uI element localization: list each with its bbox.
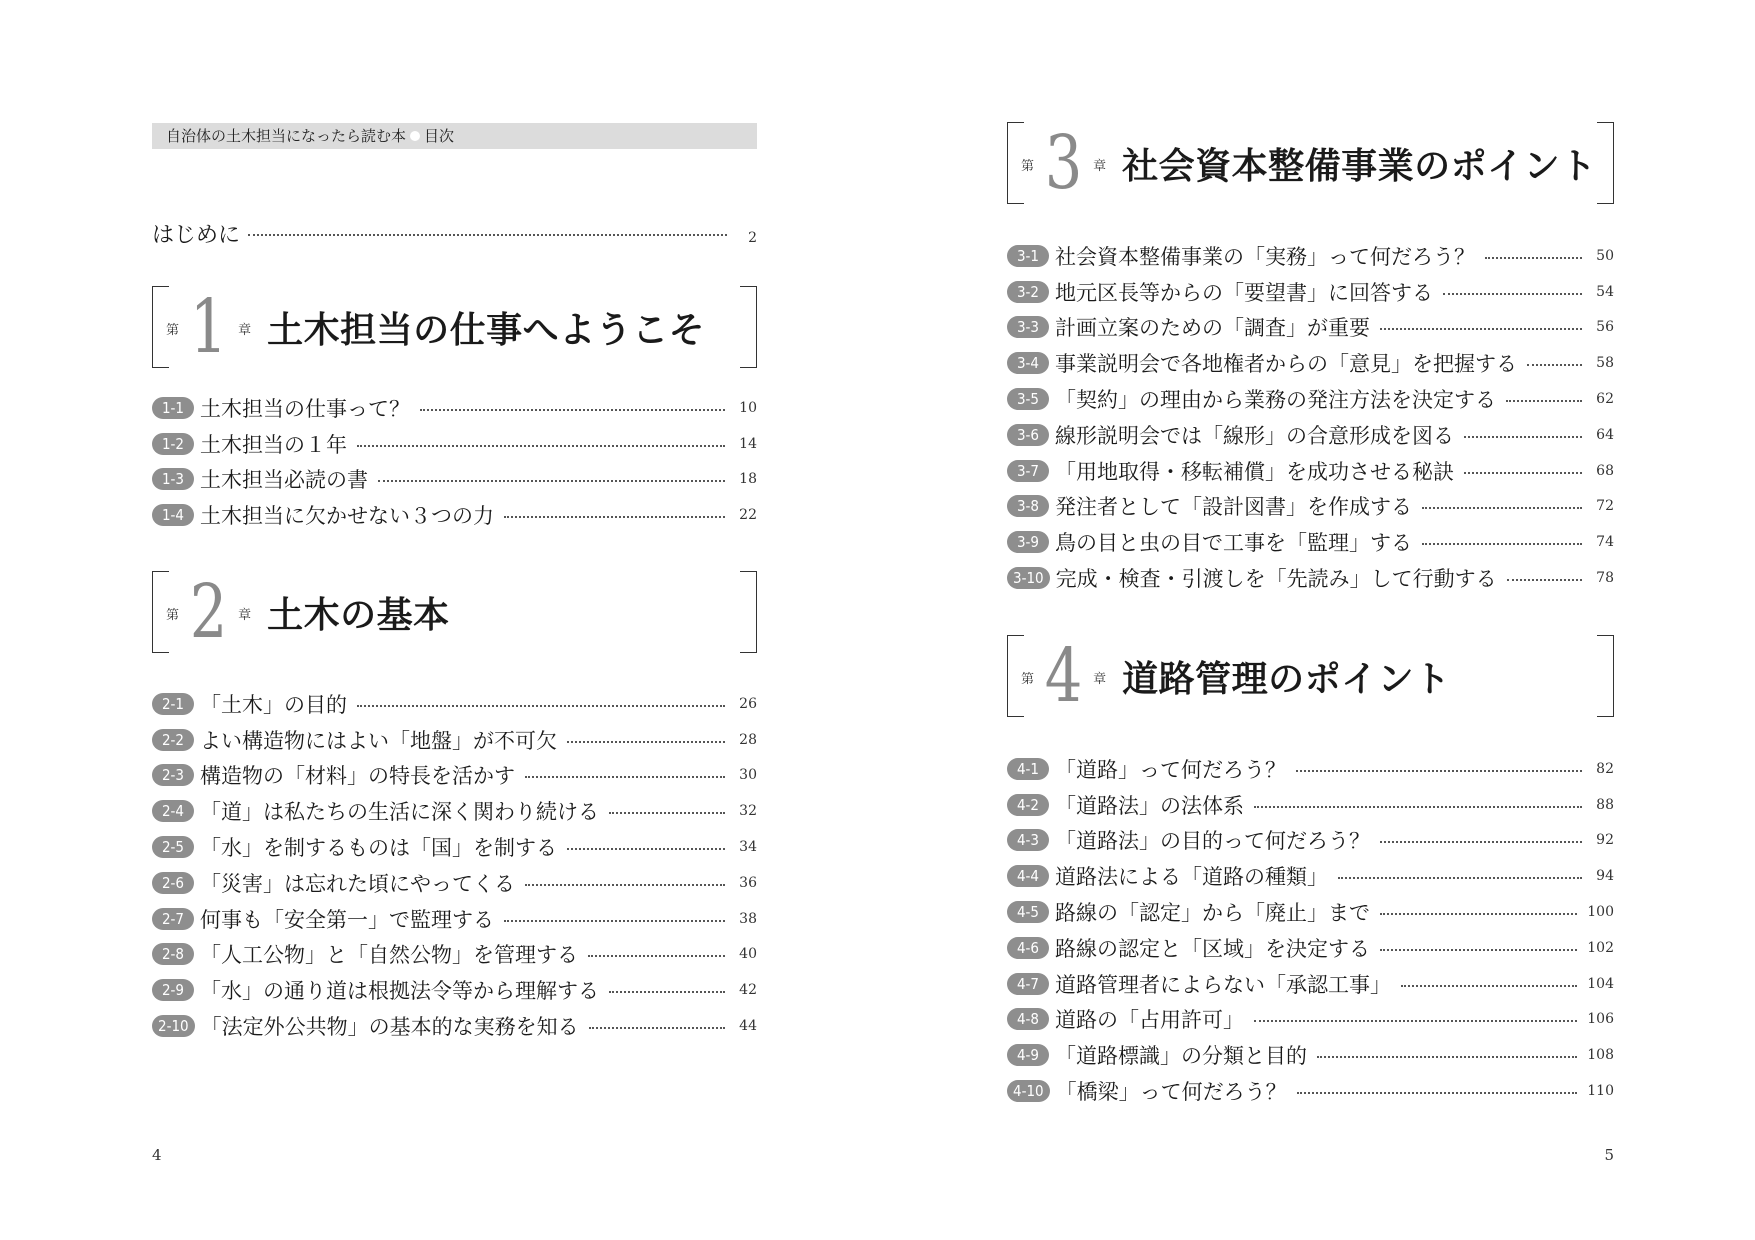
- toc-entry[interactable]: [152, 497, 757, 533]
- section-title: 地元区長等からの「要望書」に回答する: [1055, 280, 1433, 305]
- chapter-suffix: 章: [1093, 671, 1107, 687]
- section-number-badge: 3-8: [1007, 495, 1049, 517]
- section-title: 土木担当の仕事って？: [200, 396, 410, 421]
- section-title: 「橋梁」って何だろう？: [1055, 1080, 1287, 1105]
- toc-entry[interactable]: [1007, 787, 1614, 823]
- section-title: 鳥の目と虫の目で工事を「監理」する: [1055, 531, 1412, 556]
- section-number-badge: 3-7: [1007, 460, 1049, 482]
- toc-entry[interactable]: [1007, 524, 1614, 560]
- section-title: 「用地取得・移転補償」を成功させる秘訣: [1055, 459, 1454, 484]
- page-number: 82: [1596, 760, 1614, 777]
- page-number: 30: [739, 767, 757, 784]
- page-number: 72: [1596, 498, 1614, 515]
- dot-leader: [1254, 1020, 1577, 1022]
- dot-leader: [1380, 949, 1577, 951]
- toc-entry[interactable]: [1007, 489, 1614, 525]
- section-title: 「道路」って何だろう？: [1055, 757, 1286, 782]
- section-title: 「道路標識」の分類と目的: [1055, 1044, 1307, 1069]
- page-number: 74: [1596, 534, 1614, 551]
- page-number: 88: [1596, 796, 1614, 813]
- page-number: 110: [1587, 1083, 1614, 1100]
- dot-leader: [1464, 472, 1582, 474]
- page-number: 40: [739, 946, 757, 963]
- chapter-title: 土木担当の仕事へようこそ: [267, 309, 706, 351]
- dot-leader: [525, 776, 725, 778]
- section-number-badge: 2-6: [152, 872, 194, 894]
- dot-leader: [1380, 328, 1582, 330]
- chapter-2-entries: [152, 686, 757, 1044]
- toc-entry[interactable]: [1007, 310, 1614, 346]
- dot-leader: [378, 480, 725, 482]
- page-number: 38: [739, 910, 757, 927]
- chapter-prefix: 第: [1021, 158, 1035, 174]
- page-folio-left: 4: [152, 1146, 162, 1164]
- dot-leader: [567, 741, 725, 743]
- dot-leader: [525, 884, 725, 886]
- section-number-badge: 4-4: [1007, 865, 1049, 887]
- dot-leader: [1422, 507, 1582, 509]
- page-number: 92: [1596, 832, 1614, 849]
- section-title: 発注者として「設計図書」を作成する: [1055, 495, 1412, 520]
- running-head-subtitle: 目次: [424, 127, 455, 145]
- running-head: [152, 123, 757, 149]
- toc-entry[interactable]: [152, 686, 757, 722]
- section-number-badge: 2-1: [152, 693, 194, 715]
- dot-leader: [1380, 913, 1577, 915]
- chapter-number: 2: [189, 569, 228, 655]
- chapter-number: 1: [189, 284, 228, 370]
- section-number-badge: 2-7: [152, 908, 194, 930]
- page-number: 94: [1596, 868, 1614, 885]
- dot-leader: [504, 920, 725, 922]
- toc-entry[interactable]: [1007, 345, 1614, 381]
- section-number-badge: 1-2: [152, 433, 194, 455]
- chapter-heading-4: [1007, 635, 1614, 717]
- section-number-badge: 4-8: [1007, 1008, 1049, 1030]
- chapter-suffix: 章: [238, 607, 252, 623]
- page-number: 34: [739, 839, 757, 856]
- section-title: 路線の認定と「区域」を決定する: [1055, 936, 1370, 961]
- section-number-badge: 3-4: [1007, 352, 1049, 374]
- dot-leader: [1317, 1056, 1577, 1058]
- page-number: 106: [1587, 1011, 1614, 1028]
- chapter-prefix: 第: [1021, 671, 1035, 687]
- section-number-badge: 2-5: [152, 836, 194, 858]
- section-number-badge: 2-3: [152, 764, 194, 786]
- dot-leader: [589, 1027, 725, 1029]
- chapter-title: 社会資本整備事業のポイント: [1122, 145, 1597, 187]
- chapter-heading-3: [1007, 122, 1614, 204]
- chapter-1-entries: [152, 390, 757, 533]
- dot-leader: [420, 409, 725, 411]
- chapter-suffix: 章: [238, 322, 252, 338]
- section-title: よい構造物にはよい「地盤」が不可欠: [200, 728, 557, 753]
- chapter-3-entries: [1007, 238, 1614, 596]
- section-number-badge: 4-3: [1007, 829, 1049, 851]
- dot-leader: [1338, 877, 1582, 879]
- left-page: [152, 0, 757, 1240]
- section-title: 「契約」の理由から業務の発注方法を決定する: [1055, 388, 1496, 413]
- section-number-badge: 4-7: [1007, 973, 1049, 995]
- toc-entry[interactable]: [1007, 966, 1614, 1002]
- intro-page: 2: [748, 230, 757, 246]
- section-number-badge: 3-10: [1007, 567, 1050, 589]
- page-number: 54: [1596, 283, 1614, 300]
- section-title: 計画立案のための「調査」が重要: [1055, 316, 1370, 341]
- section-number-badge: 3-6: [1007, 424, 1049, 446]
- dot-leader: [357, 445, 725, 447]
- section-number-badge: 2-9: [152, 979, 194, 1001]
- toc-entry[interactable]: [152, 937, 757, 973]
- toc-entry[interactable]: [152, 1008, 757, 1044]
- page-number: 10: [739, 399, 757, 416]
- dot-leader: [1296, 770, 1582, 772]
- section-number-badge: 4-10: [1007, 1080, 1050, 1102]
- section-number-badge: 4-6: [1007, 937, 1049, 959]
- section-number-badge: 1-1: [152, 397, 194, 419]
- chapter-title: 土木の基本: [267, 594, 450, 636]
- page-number: 42: [739, 982, 757, 999]
- toc-entry[interactable]: [1007, 751, 1614, 787]
- dot-leader: [1380, 841, 1582, 843]
- dot-leader: [1506, 400, 1582, 402]
- section-title: 「法定外公共物」の基本的な実務を知る: [200, 1015, 579, 1040]
- toc-entry[interactable]: [1007, 274, 1614, 310]
- page-number: 44: [739, 1018, 757, 1035]
- page-number: 56: [1596, 319, 1614, 336]
- bracket-right: [740, 286, 757, 368]
- chapter-4-entries: [1007, 751, 1614, 1109]
- section-title: 道路管理者によらない「承認工事」: [1055, 972, 1391, 997]
- section-title: 「水」を制するものは「国」を制する: [200, 836, 557, 861]
- section-number-badge: 4-9: [1007, 1044, 1049, 1066]
- dot-leader: [504, 516, 725, 518]
- section-number-badge: 1-3: [152, 468, 194, 490]
- page-folio-right: 5: [1604, 1146, 1614, 1164]
- bullet-icon: [410, 131, 420, 141]
- section-number-badge: 2-4: [152, 800, 194, 822]
- section-number-badge: 3-9: [1007, 531, 1049, 553]
- toc-entry[interactable]: [152, 426, 757, 462]
- toc-entry[interactable]: [152, 390, 757, 426]
- toc-intro-entry[interactable]: [152, 218, 757, 249]
- chapter-heading-1: [152, 286, 757, 368]
- page-number: 100: [1587, 904, 1614, 921]
- dot-leader: [1297, 1092, 1578, 1094]
- section-title: 土木担当の１年: [200, 432, 347, 457]
- chapter-prefix: 第: [166, 322, 180, 338]
- page-number: 62: [1596, 391, 1614, 408]
- intro-label: はじめに: [152, 223, 241, 248]
- page-number: 50: [1596, 247, 1614, 264]
- bracket-right: [740, 571, 757, 653]
- bracket-right: [1597, 122, 1614, 204]
- section-title: 「道路法」の目的って何だろう？: [1055, 829, 1370, 854]
- toc-entry[interactable]: [152, 722, 757, 758]
- section-number-badge: 4-2: [1007, 794, 1049, 816]
- dot-leader: [1485, 257, 1582, 259]
- dot-leader: [567, 848, 725, 850]
- chapter-prefix: 第: [166, 607, 180, 623]
- dot-leader: [1422, 543, 1582, 545]
- toc-entry[interactable]: [1007, 453, 1614, 489]
- section-title: 「道」は私たちの生活に深く関わり続ける: [200, 800, 599, 825]
- section-number-badge: 3-5: [1007, 388, 1049, 410]
- toc-entry[interactable]: [1007, 930, 1614, 966]
- page-number: 32: [739, 803, 757, 820]
- dot-leader: [609, 812, 725, 814]
- page-number: 108: [1587, 1047, 1614, 1064]
- toc-entry[interactable]: [1007, 417, 1614, 453]
- section-title: 完成・検査・引渡しを「先読み」して行動する: [1055, 567, 1497, 592]
- toc-entry[interactable]: [152, 758, 757, 794]
- right-page: [1007, 0, 1614, 1240]
- dot-leader: [1464, 436, 1582, 438]
- section-number-badge: 4-5: [1007, 901, 1049, 923]
- section-title: 事業説明会で各地権者からの「意見」を把握する: [1055, 352, 1517, 377]
- chapter-title: 道路管理のポイント: [1122, 658, 1451, 700]
- toc-entry[interactable]: [152, 865, 757, 901]
- toc-entry[interactable]: [152, 901, 757, 937]
- page-number: 22: [739, 507, 757, 524]
- section-title: 「土木」の目的: [200, 692, 347, 717]
- page-number: 104: [1587, 975, 1614, 992]
- section-title: 何事も「安全第一」で監理する: [200, 907, 494, 932]
- page-number: 28: [739, 731, 757, 748]
- section-number-badge: 2-2: [152, 729, 194, 751]
- section-title: 土木担当に欠かせない３つの力: [200, 504, 494, 529]
- section-title: 「水」の通り道は根拠法令等から理解する: [200, 979, 599, 1004]
- page-number: 64: [1596, 426, 1614, 443]
- section-number-badge: 1-4: [152, 504, 194, 526]
- section-title: 道路法による「道路の種類」: [1055, 865, 1328, 890]
- dot-leader: [248, 234, 727, 236]
- toc-entry[interactable]: [152, 972, 757, 1008]
- dot-leader: [1507, 579, 1582, 581]
- dot-leader: [1401, 985, 1577, 987]
- section-number-badge: 3-2: [1007, 281, 1049, 303]
- toc-entry[interactable]: [1007, 1073, 1614, 1109]
- page-number: 36: [739, 874, 757, 891]
- section-number-badge: 3-3: [1007, 316, 1049, 338]
- toc-entry[interactable]: [1007, 1037, 1614, 1073]
- section-number-badge: 2-8: [152, 943, 194, 965]
- page-number: 68: [1596, 462, 1614, 479]
- toc-entry[interactable]: [1007, 894, 1614, 930]
- section-number-badge: 2-10: [152, 1015, 195, 1037]
- page-number: 58: [1596, 355, 1614, 372]
- toc-entry[interactable]: [152, 829, 757, 865]
- page-number: 78: [1596, 570, 1614, 587]
- toc-entry[interactable]: [1007, 238, 1614, 274]
- toc-entry[interactable]: [1007, 381, 1614, 417]
- chapter-number: 3: [1044, 120, 1083, 206]
- section-title: 土木担当必読の書: [200, 468, 368, 493]
- section-title: 構造物の「材料」の特長を活かす: [200, 764, 515, 789]
- dot-leader: [588, 955, 725, 957]
- section-title: 路線の「認定」から「廃止」まで: [1055, 901, 1370, 926]
- toc-entry[interactable]: [1007, 560, 1614, 596]
- toc-entry[interactable]: [1007, 858, 1614, 894]
- section-title: 線形説明会では「線形」の合意形成を図る: [1055, 423, 1454, 448]
- section-title: 「災害」は忘れた頃にやってくる: [200, 871, 515, 896]
- page-number: 26: [739, 695, 757, 712]
- dot-leader: [609, 991, 725, 993]
- page-number: 14: [739, 435, 757, 452]
- section-number-badge: 3-1: [1007, 245, 1049, 267]
- dot-leader: [1443, 293, 1582, 295]
- section-title: 「道路法」の法体系: [1055, 793, 1244, 818]
- toc-entry[interactable]: [152, 793, 757, 829]
- toc-entry[interactable]: [152, 462, 757, 498]
- dot-leader: [357, 705, 725, 707]
- book-title: 自治体の土木担当になったら読む本: [166, 127, 407, 145]
- section-title: 道路の「占用許可」: [1055, 1008, 1244, 1033]
- dot-leader: [1527, 364, 1582, 366]
- toc-entry[interactable]: [1007, 1002, 1614, 1038]
- page-number: 102: [1587, 939, 1614, 956]
- section-title: 社会資本整備事業の「実務」って何だろう？: [1055, 244, 1475, 269]
- section-number-badge: 4-1: [1007, 758, 1049, 780]
- section-title: 「人工公物」と「自然公物」を管理する: [200, 943, 578, 968]
- toc-entry[interactable]: [1007, 823, 1614, 859]
- chapter-number: 4: [1044, 633, 1083, 719]
- dot-leader: [1254, 806, 1582, 808]
- chapter-heading-2: [152, 571, 757, 653]
- page-number: 18: [739, 471, 757, 488]
- bracket-right: [1597, 635, 1614, 717]
- chapter-suffix: 章: [1093, 158, 1107, 174]
